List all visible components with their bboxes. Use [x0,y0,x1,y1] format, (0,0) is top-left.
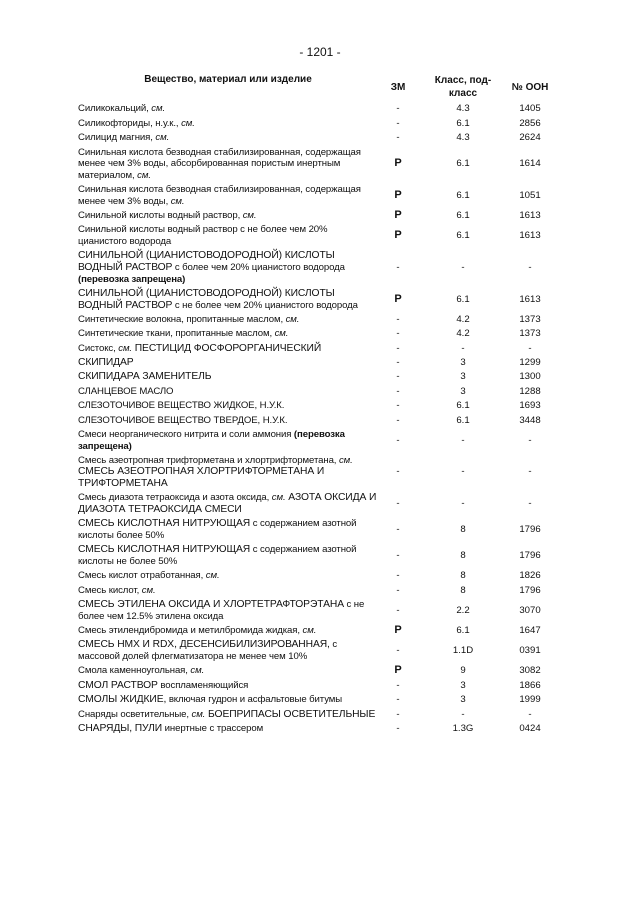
header-class [428,74,498,100]
substance-name-part: см. [137,169,151,181]
zm-cell: - [396,550,400,562]
class-cell: 3 [460,371,466,383]
substance-name [78,570,378,582]
zm-cell: - [396,313,400,325]
zm-cell: Р [394,157,402,170]
header-zm: ЗМ [390,82,406,93]
substance-name [78,328,378,340]
un-number-cell: 3070 [519,604,541,616]
class-cell: 8 [460,570,466,582]
substance-name-part: см. [271,492,286,504]
class-cell: 4.3 [456,132,470,144]
substance-name [78,357,378,369]
substance-name-part: АЗОТА ОКСИДА И ДИАЗОТА ТЕТРАОКСИДА СМЕСИ [78,492,377,516]
table-row [0,491,640,517]
substance-name [78,147,378,182]
zm-cell: - [396,722,400,734]
table-row [0,454,640,492]
zm-cell: - [396,328,400,340]
substance-name-part: см. [141,584,156,596]
zm-cell: - [396,604,400,616]
substance-name-part: СНАРЯДЫ, ПУЛИ [78,722,163,734]
zm-cell: - [396,371,400,383]
un-number-cell: 1647 [519,625,541,637]
substance-name-part: СМЕСЬ КИСЛОТНАЯ НИТРУЮЩАЯ [78,518,251,530]
substance-name-part: СЛАНЦЕВОЕ МАСЛО [78,385,174,397]
header-class-line1: Класс, под- [434,75,492,86]
class-cell: 9 [460,665,466,677]
substance-name [78,639,378,662]
substance-name-part: БОЕПРИПАСЫ ОСВЕТИТЕЛЬНЫЕ [205,708,376,720]
class-cell: 6.1 [456,400,470,412]
un-number-cell: 1866 [519,679,541,691]
substance-name-part: Смола каменноугольная, [78,665,191,677]
page-number: - 1201 - [299,45,341,59]
zm-cell: - [396,584,400,596]
class-cell: 3 [460,694,466,706]
substance-name [78,314,378,326]
class-cell: 3 [460,385,466,397]
substance-name [78,371,378,383]
class-cell: 4.2 [456,313,470,325]
substance-name-part: см. [151,103,166,115]
zm-cell: - [396,708,400,720]
zm-cell: Р [394,624,402,637]
substance-name [78,492,378,515]
header-class-line2: класс [448,88,478,99]
table-row [0,624,640,638]
class-cell: 6.1 [456,293,470,305]
un-number-cell: 1613 [519,230,541,242]
substance-name-part: с содержанием азотной кислоты более 50% [78,518,357,542]
substance-name-part: Синильная кислота безводная стабилизированная, содержащая менее чем 3% воды, абсорбированная пористым инертным материалом, [78,146,361,181]
table-row [0,569,640,583]
table-row [0,341,640,355]
class-cell: 1.1D [452,645,474,657]
substance-name [78,665,378,677]
zm-cell: - [396,498,400,510]
substance-name-part: с массовой долей флегматизатора не менее чем 10% [78,639,338,663]
table-row [0,223,640,249]
un-number-cell: 1796 [519,524,541,536]
class-cell: 1.3G [452,722,474,734]
un-number-cell: - [528,342,532,354]
un-number-cell: 1373 [519,313,541,325]
header-un-number: № ООН [511,82,549,93]
class-cell: 3 [460,357,466,369]
substance-name-part: (перевозка запрещена) [78,273,186,285]
class-cell: 3 [460,679,466,691]
substance-name [78,723,378,735]
substance-name [78,694,378,706]
un-number-cell: - [528,498,532,510]
table-row [0,664,640,678]
substance-name-part: включая гудрон и асфальтовые битумы [166,694,343,706]
table-row [0,384,640,398]
substance-name-part: с более чем 20% цианистого водорода [172,261,345,273]
substance-name [78,518,378,541]
substance-name [78,455,378,490]
table-row [0,583,640,597]
un-number-cell: - [528,434,532,446]
substance-name-part: Синтетические ткани, пропитанные маслом, [78,328,275,340]
table-row [0,598,640,624]
table-row [0,707,640,721]
table-row [0,356,640,370]
substance-name-part: Смесь этилендибромида и метилбромида жидкая, [78,625,303,637]
table-row [0,413,640,427]
substance-name-part: СМЕСЬ КИСЛОТНАЯ НИТРУЮЩАЯ [78,544,251,556]
substance-name-part: Систокс, [78,342,119,354]
un-number-cell: 3082 [519,665,541,677]
zm-cell: Р [394,292,402,305]
substance-name-part: см. [181,117,195,129]
substance-name-part: Снаряды осветительные, [78,708,192,720]
substance-name-part: СМЕСЬ ЭТИЛЕНА ОКСИДА И ХЛОРТЕТРАФТОРЭТАНА [78,599,344,611]
un-number-cell: 0424 [519,722,541,734]
substance-name [78,118,378,130]
substance-name-part: Смесь диазота тетраоксида и азота оксида, [78,492,272,504]
substance-name-part: Смесь азеотропная трифторметана и хлортрифторметана, [78,454,339,466]
table-row [0,693,640,707]
substance-name [78,544,378,567]
class-cell: - [461,708,465,720]
substance-name-part: с содержанием азотной кислоты не более 50% [78,544,357,567]
class-cell: 8 [460,584,466,596]
substance-name [78,343,378,355]
zm-cell: Р [394,188,402,201]
substance-name [78,400,378,412]
un-number-cell: - [528,708,532,720]
substance-name [78,250,378,285]
substance-name-part: см. [338,454,353,466]
zm-cell: - [396,103,400,115]
un-number-cell: 1796 [519,584,541,596]
zm-cell: - [396,132,400,144]
substance-name-part: Силицид магния, [78,132,156,144]
table-row [0,638,640,664]
substance-name-part: СМЕСЬ АЗЕОТРОПНАЯ ХЛОРТРИФТОРМЕТАНА И ТРИФТОРМЕТАНА [78,466,325,490]
substance-name-part: Синильной кислоты водный раствор, [78,210,243,222]
header-name: Вещество, материал или изделие [144,74,312,85]
substance-name-part: см. [191,708,206,720]
zm-cell: Р [394,229,402,242]
substance-name [78,599,378,622]
class-cell: 6.1 [456,189,470,201]
substance-name [78,709,378,721]
un-number-cell: - [528,466,532,478]
substance-name-part: см. [155,132,170,144]
substance-name-part: ПЕСТИЦИД ФОСФОРОРГАНИЧЕСКИЙ [132,342,322,354]
table-row [0,116,640,130]
class-cell: - [461,434,465,446]
table-header [0,73,640,101]
un-number-cell: 1613 [519,210,541,222]
substance-name-part: СМОЛЫ ЖИДКИЕ, [78,694,167,706]
class-cell: 6.1 [456,210,470,222]
substance-name [78,625,378,637]
table-row [0,722,640,736]
table-row [0,102,640,116]
substance-name-part: см. [118,342,132,354]
substance-name-part: СИНИЛЬНОЙ (ЦИАНИСТОВОДОРОДНОЙ) КИСЛОТЫ ВОДНЫЙ РАСТВОР [78,250,335,273]
substance-name-part: см. [285,313,300,325]
zm-cell: Р [394,209,402,222]
substance-name-part: Смесь кислот, [78,584,142,596]
substance-name [78,415,378,427]
zm-cell: - [396,357,400,369]
table-row [0,517,640,543]
un-number-cell: 3448 [519,414,541,426]
table-row [0,428,640,454]
class-cell: 6.1 [456,117,470,129]
zm-cell: - [396,385,400,397]
zm-cell: - [396,679,400,691]
substance-name-part: см. [170,195,185,207]
substance-name-part: Силикокальций, [78,103,152,115]
un-number-cell: 1299 [519,357,541,369]
substance-name [78,288,378,311]
table-row [0,209,640,223]
table-row [0,287,640,313]
un-number-cell: 1796 [519,550,541,562]
un-number-cell: 1614 [519,158,541,170]
class-cell: - [461,342,465,354]
un-number-cell: 1373 [519,328,541,340]
substance-name-part: воспламеняющийся [157,679,249,691]
zm-cell: - [396,342,400,354]
substance-name-part: см. [242,210,257,222]
substance-name-part: Синильная кислота безводная стабилизированная, содержащая менее чем 3% воды, [78,184,361,207]
class-cell: - [461,466,465,478]
substance-name [78,210,378,222]
substance-name-part: см. [190,665,205,677]
class-cell: 6.1 [456,230,470,242]
un-number-cell: 0391 [519,645,541,657]
substance-name [78,585,378,597]
substance-name-part: Смеси неорганического нитрита и соли аммония [78,428,294,440]
table-row [0,313,640,327]
table-row [0,327,640,341]
un-number-cell: 1613 [519,293,541,305]
un-number-cell: 1051 [519,189,541,201]
substance-name [78,680,378,692]
zm-cell: - [396,524,400,536]
substance-name-part: (перевозка запрещена) [78,428,345,452]
class-cell: 6.1 [456,158,470,170]
zm-cell: - [396,261,400,273]
class-cell: - [461,261,465,273]
table-row [0,370,640,384]
class-cell: 6.1 [456,414,470,426]
zm-cell: - [396,570,400,582]
table-row [0,249,640,287]
zm-cell: - [396,400,400,412]
substance-name-part: с не более чем 12.5% этилена оксида [78,599,365,622]
zm-cell: - [396,466,400,478]
table-row [0,145,640,183]
class-cell: 4.2 [456,328,470,340]
substance-name-part: см. [205,570,220,582]
table-row [0,131,640,145]
substance-name-part: СМЕСЬ HMX И RDX, ДЕСЕНСИБИЛИЗИРОВАННАЯ, [78,639,330,651]
un-number-cell: 2624 [519,132,541,144]
substance-name [78,103,378,115]
substance-name-part: см. [274,328,289,340]
un-number-cell: 1405 [519,103,541,115]
substance-name-part: Синтетические волокна, пропитанные маслом, [78,313,286,325]
zm-cell: - [396,117,400,129]
table-row [0,678,640,692]
substance-name-part: Смесь кислот отработанная, [78,570,206,582]
table-row [0,183,640,209]
class-cell: 4.3 [456,103,470,115]
zm-cell: - [396,694,400,706]
substance-name-part: инертные с трассером [162,722,264,734]
un-number-cell: 1826 [519,570,541,582]
substance-name-part: СЛЕЗОТОЧИВОЕ ВЕЩЕСТВО ТВЕРДОЕ, Н.У.К. [78,414,288,426]
zm-cell: - [396,645,400,657]
class-cell: 6.1 [456,625,470,637]
class-cell: - [461,498,465,510]
substance-name-part: СИНИЛЬНОЙ (ЦИАНИСТОВОДОРОДНОЙ) КИСЛОТЫ ВОДНЫЙ РАСТВОР [78,287,335,311]
substance-name-part: СКИПИДАР [78,357,134,369]
table-body [0,102,640,736]
un-number-cell: 1999 [519,694,541,706]
substance-name-part: СМОЛ РАСТВОР [78,679,158,691]
substance-name-part: Синильной кислоты водный раствор с не более чем 20% цианистого водорода [78,224,328,248]
zm-cell: - [396,434,400,446]
substance-name [78,429,378,452]
un-number-cell: 1693 [519,400,541,412]
class-cell: 2.2 [456,604,470,616]
substance-name [78,386,378,398]
class-cell: 8 [460,550,466,562]
substance-name-part: Силикофториды, н.у.к., [78,117,182,129]
zm-cell: - [396,414,400,426]
un-number-cell: 1300 [519,371,541,383]
zm-cell: Р [394,664,402,677]
un-number-cell: 2856 [519,117,541,129]
un-number-cell: - [528,261,532,273]
substance-name-part: см. [302,625,317,637]
substance-name-part: с не более чем 20% цианистого водорода [172,299,358,311]
substance-name-part: СЛЕЗОТОЧИВОЕ ВЕЩЕСТВО ЖИДКОЕ, Н.У.К. [78,400,285,412]
table-row [0,399,640,413]
un-number-cell: 1288 [519,385,541,397]
table-row [0,543,640,569]
substance-name [78,132,378,144]
substance-name [78,224,378,247]
substance-name-part: СКИПИДАРА ЗАМЕНИТЕЛЬ [78,371,212,383]
substance-name [78,184,378,207]
class-cell: 8 [460,524,466,536]
